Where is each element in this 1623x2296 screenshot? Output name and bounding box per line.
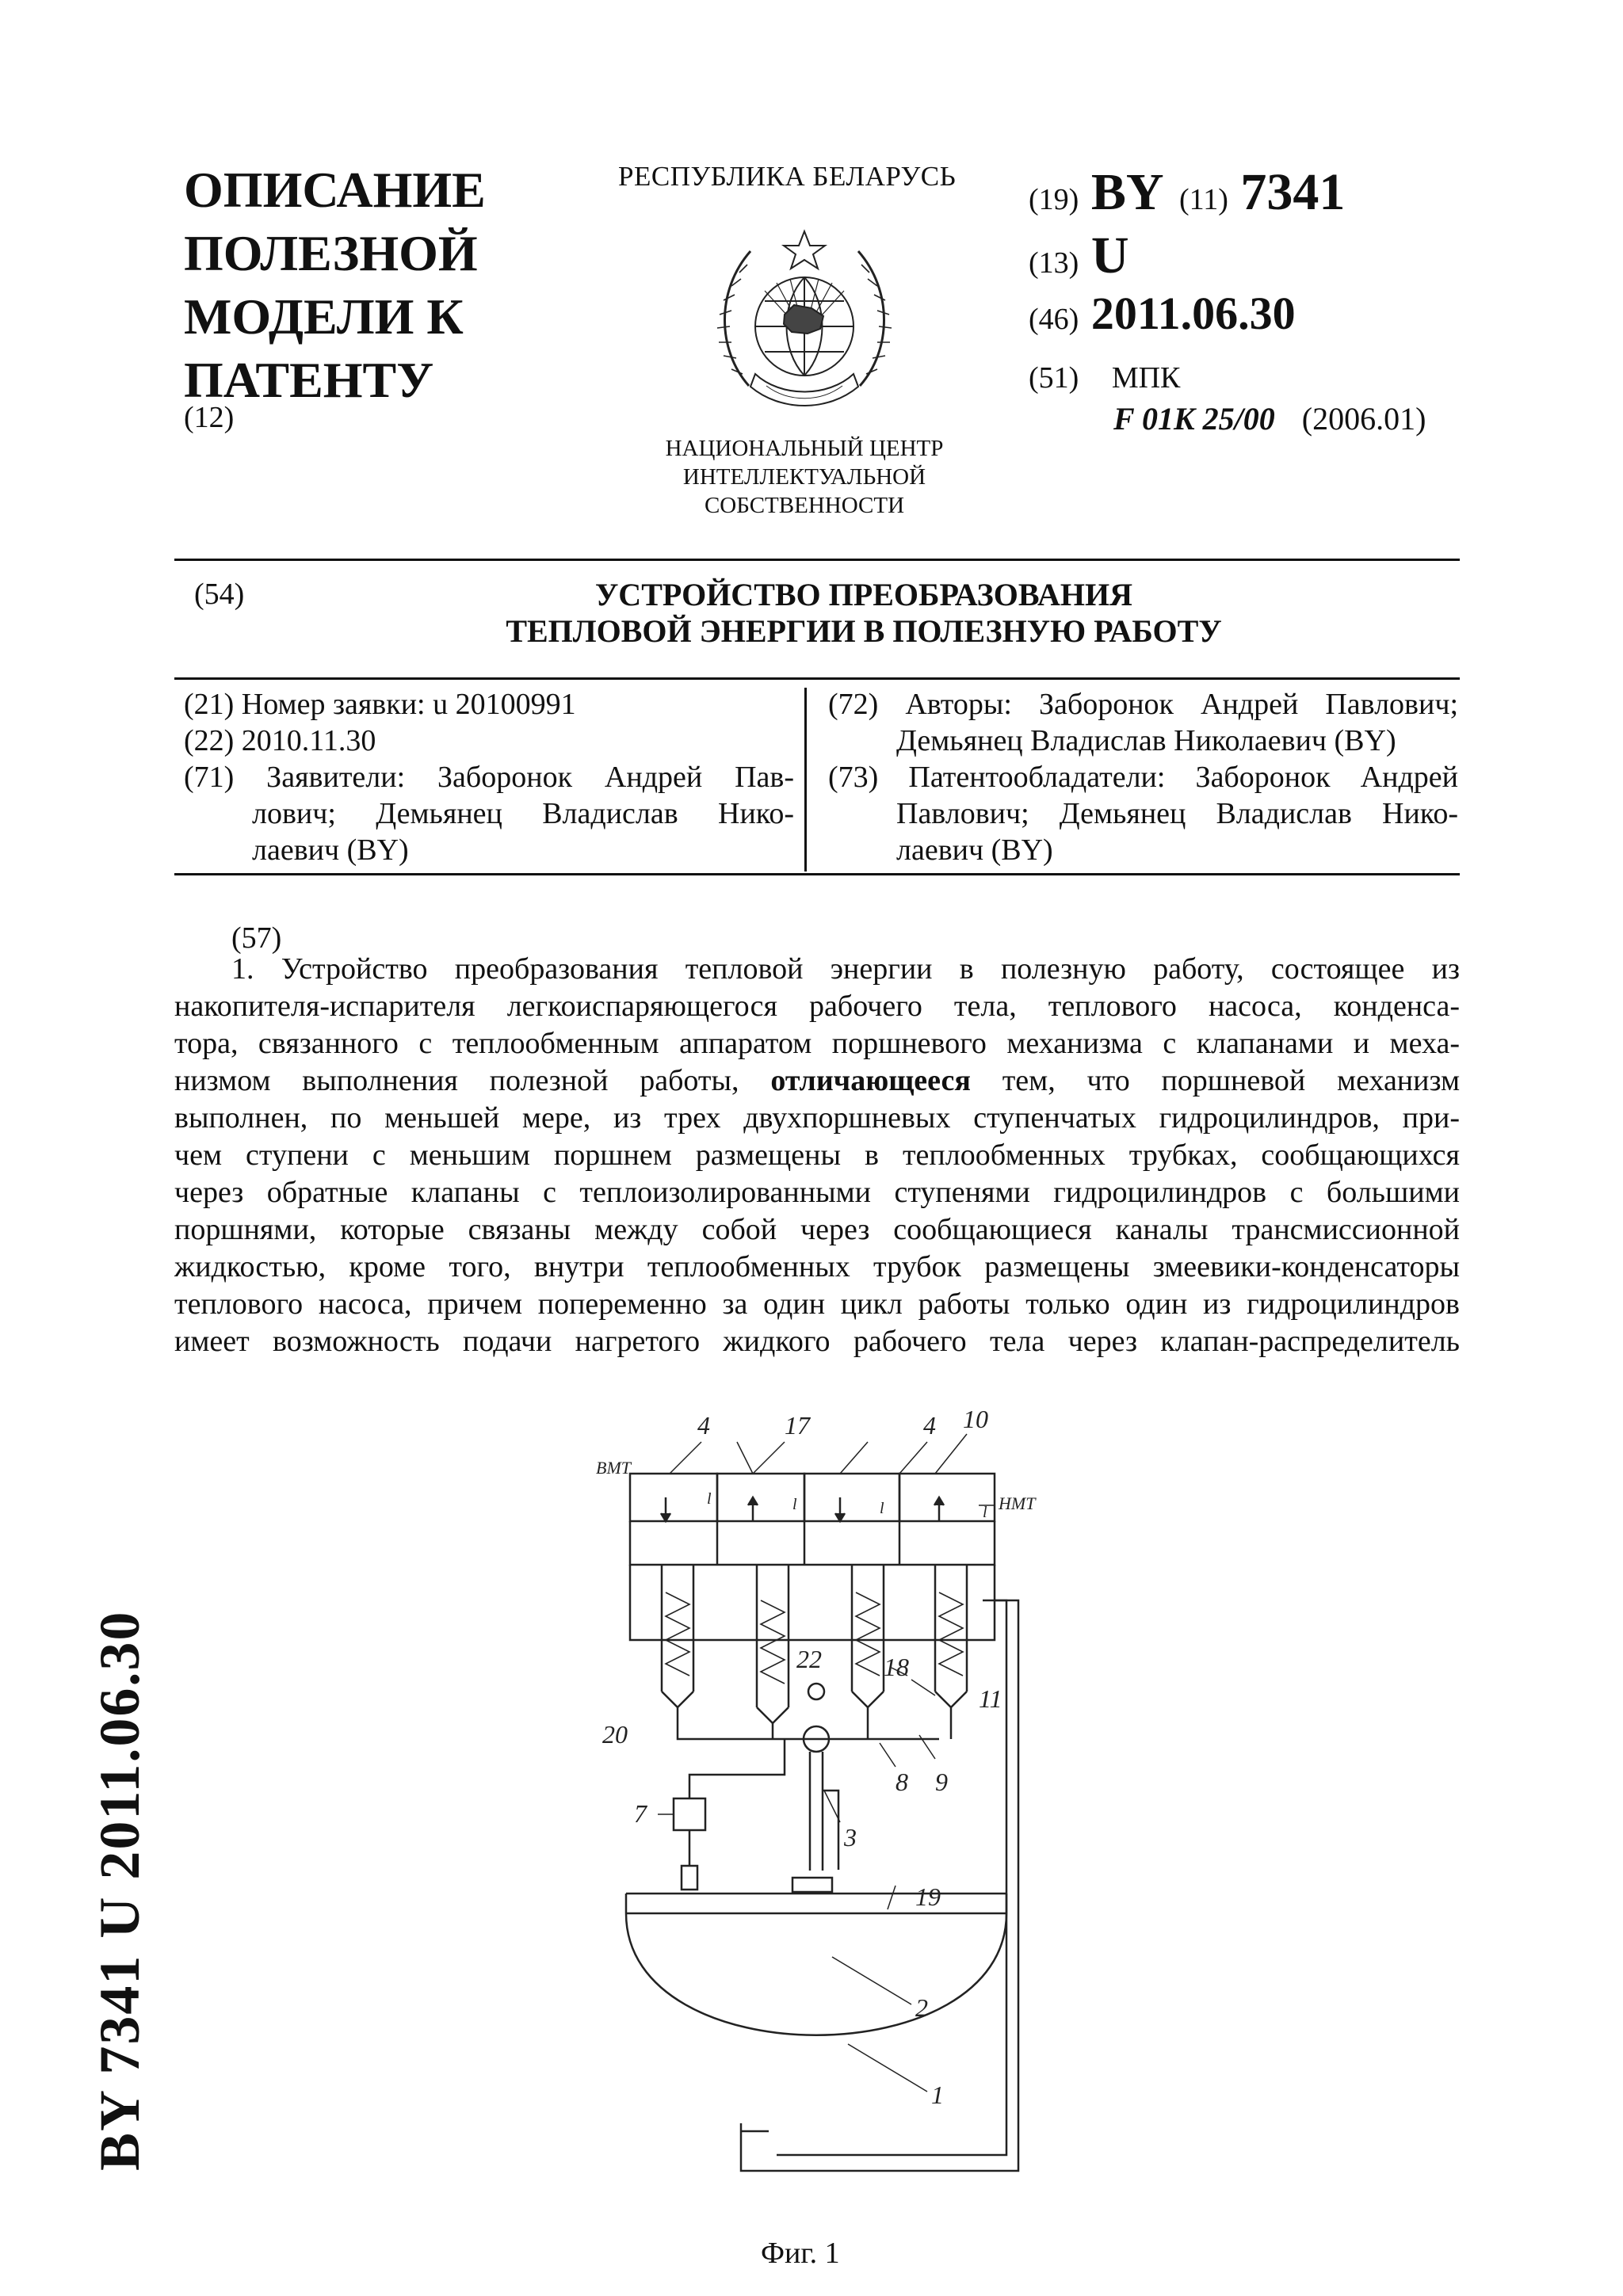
inid-code-51: (51) (1029, 361, 1079, 395)
abstract-line: имеет возможность подачи нагретого жидкого рабочего тела через клапан-распределитель (174, 1325, 1460, 1358)
abstract-fragment: низмом выполнения полезной работы, (174, 1064, 739, 1097)
publication-date: 2011.06.30 (1090, 288, 1296, 339)
application-number: (21) Номер заявки: u 20100991 (184, 688, 576, 721)
applicants-cont: лович; Демьянец Владислав Нико- (252, 797, 794, 830)
abstract-line: теплового насоса, причем попеременно за один цикл работы только один из гидроцилиндров (174, 1287, 1460, 1321)
patent-holders: (73) Патентообладатели: Заборонок Андрей (828, 761, 1458, 794)
ipc-class: F 01K 25/00 (1113, 401, 1275, 437)
issuing-office (618, 434, 991, 520)
office-line: СОБСТВЕННОСТИ (704, 493, 905, 518)
doc-kind-line: ПАТЕНТУ (184, 352, 434, 408)
fig-label: 18 (884, 1653, 909, 1681)
authors: (72) Авторы: Заборонок Андрей Павлович; (828, 688, 1458, 721)
fig-label: 19 (915, 1882, 941, 1911)
inid-code-54: (54) (194, 578, 245, 611)
ipc-version: (2006.01) (1301, 401, 1426, 437)
fig-label: 20 (602, 1720, 628, 1749)
applicants-cont: лаевич (BY) (252, 833, 409, 867)
doc-kind-line: ОПИСАНИЕ (184, 162, 486, 218)
cylinder-head (630, 1474, 717, 1521)
column-divider (804, 688, 807, 871)
bibliographic-right (828, 686, 1458, 868)
cylinder-head (717, 1474, 804, 1521)
publication-date-row (1029, 287, 1296, 340)
document-type-row (1029, 226, 1128, 286)
patent-number: 7341 (1240, 163, 1346, 221)
fig-label: ВМТ (596, 1458, 631, 1478)
abstract-line (174, 1062, 1460, 1100)
inid-code-13: (13) (1029, 246, 1079, 280)
technical-drawing (555, 1402, 1062, 2195)
fig-label: 11 (979, 1684, 1002, 1713)
fig-label: 22 (796, 1645, 822, 1673)
fig-label: 4 (923, 1411, 936, 1440)
inid-code-46: (46) (1029, 303, 1079, 336)
fig-label: l (983, 1504, 987, 1521)
fig-label: 2 (915, 1993, 928, 2022)
cylinder-head (804, 1474, 899, 1521)
applicants: (71) Заявители: Заборонок Андрей Пав- (184, 761, 794, 794)
abstract-text (174, 951, 1460, 1360)
country-name: РЕСПУБЛИКА БЕЛАРУСЬ (618, 161, 957, 192)
fig-label: НМТ (999, 1493, 1036, 1513)
abstract-line: поршнями, которые связаны между собой через сообщающиеся каналы трансмиссионной (174, 1213, 1460, 1246)
abstract-line: накопителя-испарителя легкоиспаряющегося рабочего тела, теплового насоса, конденса- (174, 990, 1460, 1023)
patent-holders-cont: Павлович; Демьянец Владислав Нико- (896, 797, 1458, 830)
cylinder-head (899, 1474, 995, 1521)
abstract-line: чем ступени с меньшим поршнем размещены в теплообменных трубках, сообщающихся (174, 1138, 1460, 1172)
inid-code-19: (19) (1029, 183, 1079, 216)
state-emblem-icon (701, 215, 907, 421)
inid-code-11: (11) (1179, 183, 1228, 216)
fig-label: l (792, 1496, 797, 1513)
patent-number-row (1029, 162, 1345, 223)
abstract-line: через обратные клапаны с теплоизолированными ступенями гидроцилиндров с большими (174, 1176, 1460, 1209)
fig-label: 1 (931, 2081, 944, 2109)
ipc-label: МПК (1111, 361, 1181, 395)
divider (174, 559, 1460, 561)
abstract-line: выполнен, по меньшей мере, из трех двухпоршневых ступенчатых гидроцилиндров, при- (174, 1101, 1460, 1135)
abstract-line: тора, связанного с теплообменным аппаратом поршневого механизма с клапанами и меха- (174, 1027, 1460, 1060)
inid-code-57: (57) (231, 921, 282, 955)
fig-label: l (707, 1490, 712, 1508)
authors-cont: Демьянец Владислав Николаевич (BY) (896, 724, 1396, 757)
fig-label: l (880, 1500, 884, 1517)
abstract-keyword: отличающееся (770, 1064, 971, 1097)
figure-caption: Фиг. 1 (761, 2237, 840, 2270)
patent-holders-cont: лаевич (BY) (896, 833, 1053, 867)
patent-title (357, 577, 1371, 650)
kind-code: (12) (184, 401, 235, 434)
filing-date: (22) 2010.11.30 (184, 724, 376, 757)
doc-kind-line: МОДЕЛИ К (184, 288, 464, 345)
fig-label: 17 (785, 1411, 810, 1440)
abstract-line: жидкостью, кроме того, внутри теплообменных трубок размещены змеевики-конденсаторы (174, 1250, 1460, 1283)
divider (174, 677, 1460, 680)
divider (174, 873, 1460, 875)
fig-label: 9 (935, 1768, 948, 1796)
ipc-classification (1113, 400, 1426, 437)
fig-label: 3 (844, 1823, 857, 1852)
title-line: ТЕПЛОВОЙ ЭНЕРГИИ В ПОЛЕЗНУЮ РАБОТУ (506, 613, 1222, 649)
fig-label: 8 (896, 1768, 908, 1796)
fig-label: 10 (963, 1405, 988, 1433)
title-line: УСТРОЙСТВО ПРЕОБРАЗОВАНИЯ (594, 577, 1133, 612)
abstract-line: 1. Устройство преобразования тепловой энергии в полезную работу, состоящее из (231, 952, 1460, 986)
office-line: ИНТЕЛЛЕКТУАЛЬНОЙ (682, 464, 926, 490)
abstract-fragment: тем, что поршневой механизм (1002, 1064, 1460, 1097)
doc-kind-line: ПОЛЕЗНОЙ (184, 225, 478, 281)
document-type: U (1090, 227, 1129, 284)
fig-label: 7 (634, 1799, 647, 1828)
bibliographic-left (184, 686, 794, 868)
fig-label: 4 (697, 1411, 710, 1440)
office-line: НАЦИОНАЛЬНЫЙ ЦЕНТР (665, 436, 944, 461)
side-publication-id: BY 7341 U 2011.06.30 (88, 1610, 151, 2171)
document-kind-title (184, 158, 486, 412)
ipc-label-row (1029, 360, 1180, 395)
country-code: BY (1090, 163, 1164, 221)
